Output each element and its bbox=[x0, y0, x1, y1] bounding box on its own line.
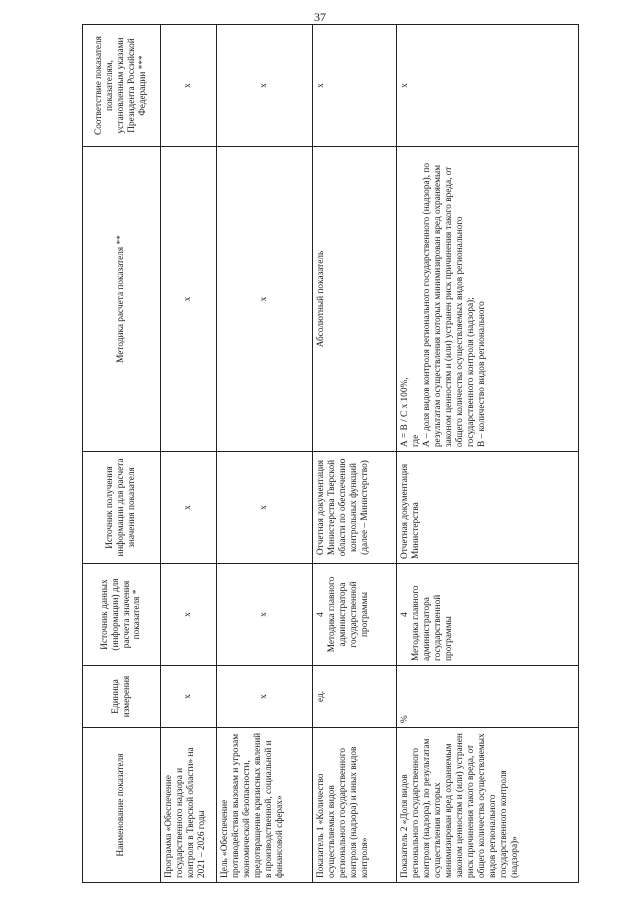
method-text-continued: В – количество видов регионального bbox=[476, 301, 487, 447]
cell-match: х bbox=[397, 25, 579, 147]
cell-unit: % bbox=[397, 666, 579, 728]
cell-name: Программа «Обеспечение государственного надзора и контроля в Тверской области» на 2021 – 2026 годы bbox=[161, 728, 217, 883]
cell-match: х bbox=[217, 25, 313, 147]
cell-unit: х bbox=[161, 666, 217, 728]
method-where: где bbox=[410, 434, 421, 447]
header-unit: Единица измерения bbox=[83, 666, 161, 728]
table-row bbox=[397, 25, 579, 883]
cell-method bbox=[397, 147, 579, 452]
cell-info: х bbox=[217, 452, 313, 564]
header-info: Источник получения информации для расчета значения показателя bbox=[83, 452, 161, 564]
source-text: Методика главного администратора государственной программы bbox=[326, 576, 370, 653]
page-number: 37 bbox=[314, 10, 326, 24]
cell-match: х bbox=[313, 25, 397, 147]
cell-method: х bbox=[217, 147, 313, 452]
indicators-table bbox=[82, 24, 579, 883]
cell-info: Отчетная документация Министерства bbox=[397, 452, 579, 564]
cell-source: х bbox=[217, 564, 313, 666]
cell-source bbox=[313, 564, 397, 666]
cell-source bbox=[397, 564, 579, 666]
source-number: 4 bbox=[400, 612, 410, 617]
header-name: Наименование показателя bbox=[83, 728, 161, 883]
cell-info: Отчетная документация Министерства Тверской области по обеспечению контрольных функций (далее – Министерство) bbox=[313, 452, 397, 564]
cell-source: х bbox=[161, 564, 217, 666]
cell-unit: х bbox=[217, 666, 313, 728]
header-source: Источник данных (информации) для расчета значения показателя * bbox=[83, 564, 161, 666]
cell-method: Абсолютный показатель bbox=[313, 147, 397, 452]
cell-unit: ед. bbox=[313, 666, 397, 728]
source-text: Методика главного администратора государственной программы bbox=[410, 585, 454, 661]
cell-name: Показатель 1 «Количество осуществляемых видов регионального государственного контроля (надзора) и иных видов контроля» bbox=[313, 728, 397, 883]
method-text: А – доля видов контроля регионального государственного (надзора), по результатам осуществления которых минимизирован вред охраняемым законом ценностям и (или) устранен риск причинения такого вреда, от общего количества осуществляемых видов регионального государственного контроля (надзора); bbox=[421, 163, 476, 447]
rotated-table-container bbox=[82, 25, 578, 883]
cell-info: х bbox=[161, 452, 217, 564]
cell-method: х bbox=[161, 147, 217, 452]
header-match: Соответствие показателя показателям, установленным указами Президента Российской Федерации *** bbox=[83, 25, 161, 147]
method-formula: А = В / С х 100%, bbox=[400, 377, 410, 447]
cell-name: Показатель 2 «Доля видов регионального государственного контроля (надзора), по результатам осуществления которых минимизирован вред охраняемым законом ценностям и (или) устранен риск причинения такого вреда, от общего количества осуществляемых видов регионального государственного контроля (надзора)» bbox=[397, 728, 579, 883]
cell-match: х bbox=[161, 25, 217, 147]
table-row bbox=[161, 25, 217, 883]
table-row bbox=[313, 25, 397, 883]
cell-name: Цель «Обеспечение противодействия вызовам и угрозам экономической безопасности, предотвращение кризисных явлений в производственной, социальной и финансовой сферах» bbox=[217, 728, 313, 883]
source-number: 4 bbox=[316, 612, 326, 617]
table-header-row bbox=[83, 25, 161, 883]
table-row bbox=[217, 25, 313, 883]
header-method: Методика расчета показателя ** bbox=[83, 147, 161, 452]
